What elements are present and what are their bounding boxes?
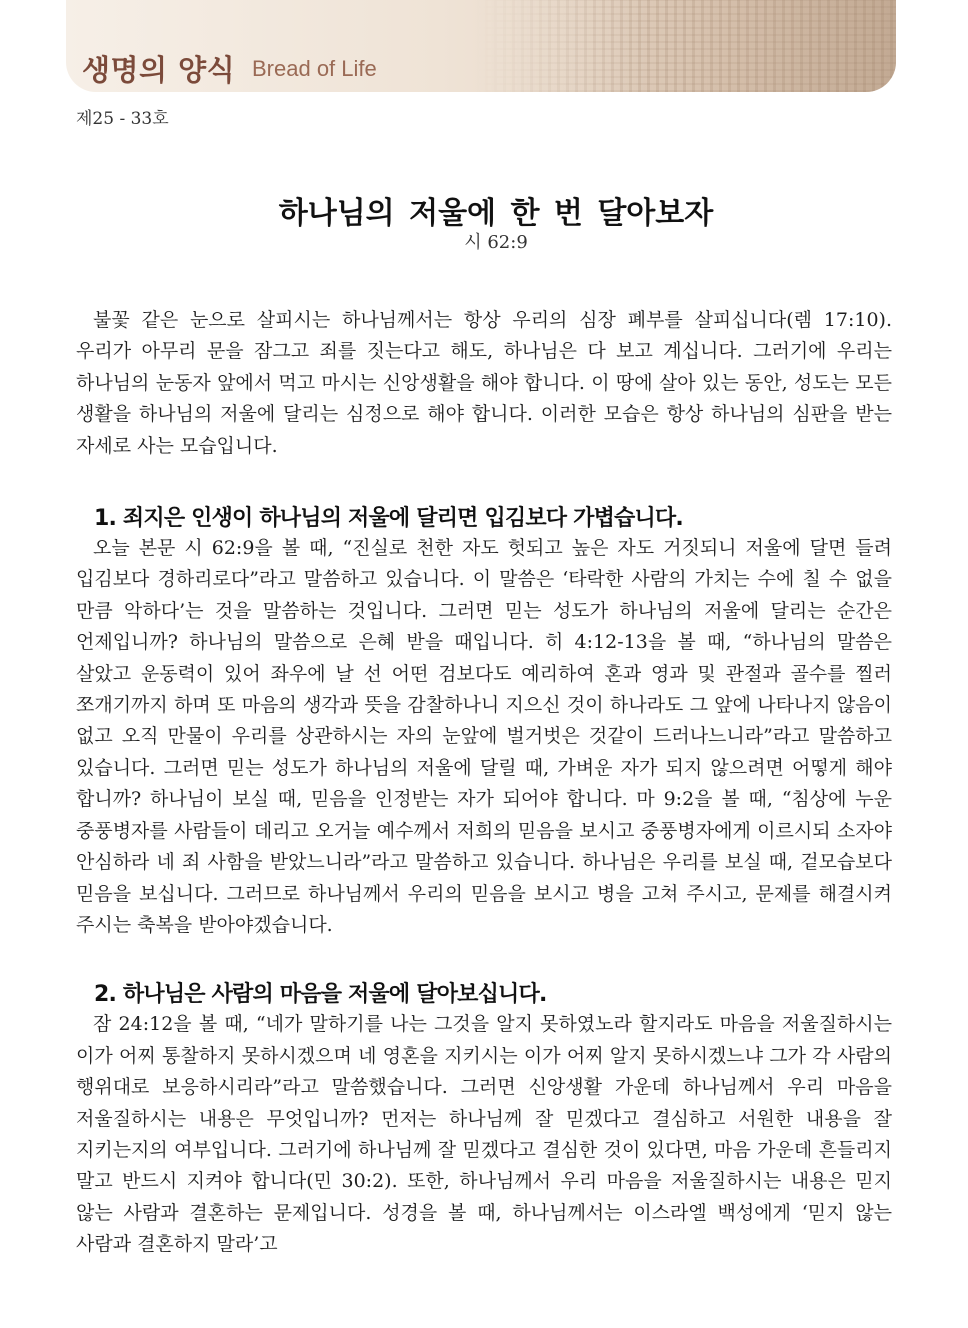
- section-body-2: 잠 24:12을 볼 때, “네가 말하기를 나는 그것을 알지 못하였노라 할지라도 마음을 저울질하시는 이가 어찌 통찰하지 못하시겠으며 네 영혼을 지키시는 이가 어찌 알지 못하시겠느냐 그가 각 사람의 행위대로 보응하시리라”라고 말씀했습니다. 그러면 신앙생활 가운데 하나님께서 우리 마음을 저울질하시는 내용은 무엇입니까? 먼저는 하나님께 잘 믿겠다고 결심하고 서원한 내용을 잘 지키는지의 여부입니다. 그러기에 하나님께 잘 믿겠다고 결심한 것이 있다면, 마음 가운데 흔들리지 말고 반드시 지켜야 합니다(민 30:2). 또한, 하나님께서 우리 마음을 저울질하시는 내용은 믿지 않는 사람과 결혼하는 문제입니다. 성경을 볼 때, 하나님께서는 이스라엘 백성에게 ‘믿지 않는 사람과 결혼하지 말라’고: [76, 1013, 892, 1256]
- section-body-1: 오늘 본문 시 62:9을 볼 때, “진실로 천한 자도 헛되고 높은 자도 거짓되니 저울에 달면 들려 입김보다 경하리로다”라고 말씀하고 있습니다. 이 말씀은 ‘타락한 사람의 가치는 수에 칠 수 없을 만큼 악하다’는 것을 말씀하는 것입니다. 그러면 믿는 성도가 하나님의 저울에 달리는 순간은 언제입니까? 하나님의 말씀으로 은혜 받을 때입니다. 히 4:12-13을 볼 때, “하나님의 말씀은 살았고 운동력이 있어 좌우에 날 선 어떤 검보다도 예리하여 혼과 영과 및 관절과 골수를 찔러 쪼개기까지 하며 또 마음의 생각과 뜻을 감찰하나니 지으신 것이 하나라도 그 앞에 나타나지 않음이 없고 오직 만물이 우리를 상관하시는 자의 눈앞에 벌거벗은 것같이 드러나느니라”라고 말씀하고 있습니다. 그러면 믿는 성도가 하나님의 저울에 달릴 때, 가벼운 자가 되지 않으려면 어떻게 해야 합니까? 하나님이 보실 때, 믿음을 인정받는 자가 되어야 합니다. 마 9:2을 볼 때, “침상에 누운 중풍병자를 사람들이 데리고 오거늘 예수께서 저희의 믿음을 보시고 중풍병자에게 이르시되 소자야 안심하라 네 죄 사함을 받았느니라”라고 말씀하고 있습니다. 하나님은 우리를 보실 때, 겉모습보다 믿음을 보십니다. 그러므로 하나님께서 우리의 믿음을 보시고 병을 고쳐 주시고, 문제를 해결시켜 주시는 축복을 받아야겠습니다.: [76, 537, 892, 936]
- intro-paragraph: 불꽃 같은 눈으로 살피시는 하나님께서는 항상 우리의 심장 폐부를 살피십니다(렘 17:10). 우리가 아무리 문을 잠그고 죄를 짓는다고 해도, 하나님은 다 보고 계십니다. 그러기에 우리는 하나님의 눈동자 앞에서 먹고 마시는 신앙생활을 해야 합니다. 이 땅에 살아 있는 동안, 성도는 모든 생활을 하나님의 저울에 달리는 심정으로 해야 합니다. 이러한 모습은 항상 하나님의 심판을 받는 자세로 사는 모습입니다.: [76, 309, 892, 457]
- scripture-reference: 시 62:9: [464, 232, 528, 253]
- issue-number: 제25 - 33호: [76, 109, 169, 129]
- section-heading-1: 1. 죄지은 인생이 하나님의 저울에 달리면 입김보다 가볍습니다.: [94, 506, 683, 532]
- header-crowd-image: [476, 0, 896, 92]
- sermon-title: 하나님의 저울에 한 번 달아보자: [278, 196, 714, 231]
- publication-title: 생명의 양식: [82, 53, 236, 87]
- section-heading-2: 2. 하나님은 사람의 마음을 저울에 달아보십니다.: [94, 982, 547, 1008]
- sermon-body: [76, 305, 892, 1261]
- publication-subtitle: Bread of Life: [252, 56, 377, 81]
- header-banner: [66, 0, 896, 92]
